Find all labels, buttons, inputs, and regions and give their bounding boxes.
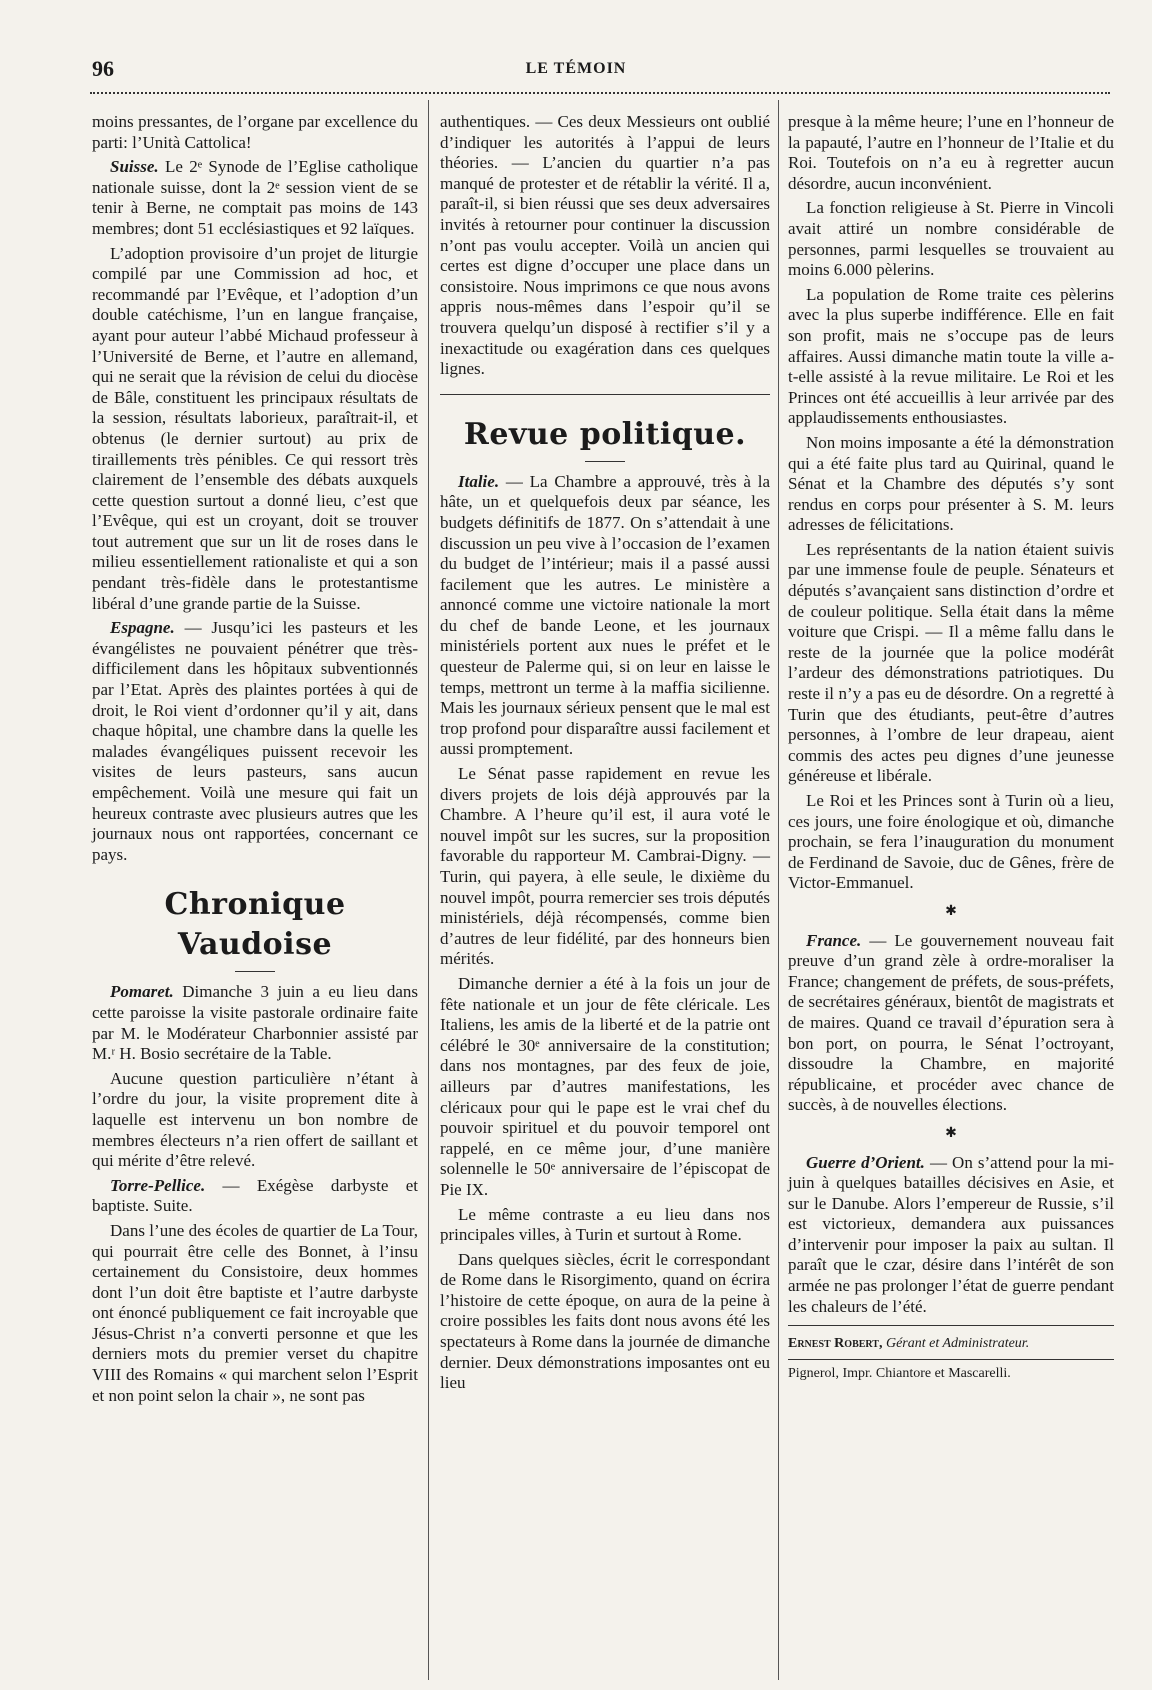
paragraph-espagne <box>92 618 418 865</box>
paragraph: Dimanche dernier a été à la fois un jour de fête nationale et un jour de fête cléricale. Les Italiens, les amis de la liberté et de la patrie ont célébré le 30ᵉ anniversaire de la constitution; dans nos montagnes, par des feux de joie, ailleurs par d’autres manifestations, les cléricaux pour qui le pape est le vrai chef du pouvoir spirituel et du pouvoir temporel ont rappelé, en ce même jour, d’une manière solennelle le 50ᵉ anniversaire de l’épiscopat de Pie IX. <box>440 973 770 1199</box>
paragraph: Aucune question particulière n’étant à l’ordre du jour, la visite proprement dite à laquelle est intervenu un bon nombre de membres électeurs n’a rien offert de saillant et qui mérite d’être relevé. <box>92 1068 418 1171</box>
paragraph-guerre <box>788 1153 1114 1318</box>
column-1 <box>92 112 418 1410</box>
paragraph: Les représentants de la nation étaient suivis par une immense foule de peuple. Sénateurs et députés s’avançaient sans distinction d’ordre et de couleur politique. Sella était dans la même voiture que Crispi. — Il a même fallu dans le reste de la journée que la police modérât l’ardeur des démonstrations patriotiques. Du reste il n’y a pas eu de désordre. On a regretté à Turin que des étudiants, peut-être d’autres personnes, à l’ombre de leur drapeau, aient commis des actes peu dignes d’une jeunesse généreuse et libérale. <box>788 539 1114 786</box>
newspaper-title: LE TÉMOIN <box>525 60 627 77</box>
paragraph: L’adoption provisoire d’un projet de liturgie compilé par une Commission ad hoc, et recommandé par l’Evêque, et l’adoption d’un double catéchisme, l’un en langue française, ayant pour auteur l’abbé Michaud professeur à l’Université de Berne, et l’autre en allemand, qui ne serait que la révision de celui du diocèse de Bâle, constituent les principaux résultats de la session, résultats laborieux, paraîtrait-il, et obtenus (le dernier surtout) au prix de tiraillements très pénibles. Ce qui ressort très clairement de l’ensemble des débats auxquels cette question surtout a donné lieu, c’est que l’Evêque, qui est un croyant, doit se trouver tout autrement que sur un lit de roses dans le milieu essentiellement rationaliste et qui a son pendant très-fidèle dans le protestantisme libéral d’une grande partie de la Suisse. <box>92 243 418 613</box>
paragraph: presque à la même heure; l’une en l’honneur de la papauté, l’autre en l’honneur de l’Italie et du Roi. Toutefois on n’a eu à regretter aucun désordre, aucun inconvénient. <box>788 112 1114 193</box>
paragraph-suisse <box>92 157 418 239</box>
manager-name: Ernest Robert, <box>788 1336 883 1352</box>
section-rule <box>440 394 770 395</box>
section-heading: Chronique Vaudoise <box>164 887 346 963</box>
paragraph-text: — Le gouvernement nouveau fait preuve d’un grand zèle à ordre-moraliser la France; changement de préfets, de sous-préfets, de secrétaires généraux, bientôt de magistrats et de maires. Quand ce travail d’épuration sera à bon port, on pourra, le Sénat l’octroyant, dissoudre la Chambre, en majorité républicaine, et procéder avec chance de succès, à de nouvelles élections. <box>788 930 1115 1115</box>
separator-star: ✱ <box>945 1125 957 1141</box>
page-number: 96 <box>92 56 114 81</box>
heading-dash <box>585 461 625 462</box>
paragraph-text: — Jusqu’ici les pasteurs et les évangélistes ne pouvaient pénétrer que très-difficilement dans les hôpitaux subventionnés par l’Etat. Après des plaintes portées à qui de droit, le Roi vient d’ordonner qu’il y ait, dans chaque hôpital, une chambre dans la quelle les malades évangéliques puissent recevoir les visites de leurs pasteurs, sans aucun empêchement. Voilà une mesure qui fait un heureux contraste avec plusieurs autres que les journaux nous ont rapportées, concernant ce pays. <box>92 618 418 864</box>
imprint-printer: Pignerol, Impr. Chiantore et Mascarelli. <box>788 1365 1011 1381</box>
section-heading: Revue politique. <box>463 416 747 452</box>
section-lead: Guerre d’Orient. <box>806 1152 925 1172</box>
paragraph-text: — La Chambre a approuvé, très à la hâte, un et quelquefois deux par séance, les budgets définitifs de 1877. On s’attendait à une discussion un peu vive à l’occasion de l’examen du budget de l’intérieur; mais il a passé aussi facilement que les autres. Le ministère a annoncé comme une victoire nationale la mort du chef de bande Leone, et les journaux ministériels portent aux nues le préfet et le questeur de Palerme qui, si on leur en laisse le temps, mettront un terme à la maffia sicilienne. Mais les journaux sérieux pensent que le mal est trop profond pour disparaître aussi facilement et aussi promptement. <box>440 471 770 759</box>
section-lead: Pomaret. <box>110 982 174 1002</box>
manager-role: Gérant et Administrateur. <box>885 1336 1030 1352</box>
section-lead: Suisse. <box>110 157 159 177</box>
paragraph-italie <box>440 472 770 760</box>
footer-rule <box>788 1359 1114 1360</box>
paragraph-torre-pellice <box>92 1176 418 1217</box>
paragraph: Dans quelques siècles, écrit le correspondant de Rome dans le Risorgimento, quand on écrira l’histoire de cette époque, on aura de la peine à croire possibles les faits dont nous avons été les spectateurs à Rome dans la journée de dimanche dernier. Deux démonstrations imposantes ont eu lieu <box>440 1249 770 1393</box>
section-lead: Espagne. <box>110 618 175 638</box>
paragraph-france <box>788 931 1114 1116</box>
column-divider-2 <box>778 100 779 1680</box>
column-3 <box>788 112 1114 1388</box>
paragraph-text: Dimanche 3 juin a eu lieu dans cette paroisse la visite pastorale ordinaire faite par M. le Modérateur Charbonnier assisté par M.ʳ H. Bosio secrétaire de la Table. <box>92 982 419 1064</box>
paragraph-pomaret <box>92 982 418 1064</box>
footer-rule <box>788 1325 1114 1326</box>
paragraph: authentiques. — Ces deux Messieurs ont oublié d’indiquer les autorités à l’appui de leurs théories. — L’ancien du quartier n’a pas manqué de protester et de rétablir la vérité. Il a, paraît-il, si bien réussi que ses deux adversaires invités à retourner pour continuer la discussion n’ont pas voulu accepter. Voilà un ancien qui certes est digne d’occuper une place dans un consistoire. Nous imprimons ce que nous avons appris nous-mêmes dans l’espoir qu’il se trouvera quelqu’un disposé à rectifier s’il y a inexactitude ou exagération dans ces quelques lignes. <box>440 112 770 379</box>
paragraph: Le Roi et les Princes sont à Turin où a lieu, ces jours, une foire énologique et où, dimanche prochain, se fera l’inauguration du monument de Ferdinand de Savoie, duc de Gênes, frère de Victor-Emmanuel. <box>788 791 1114 893</box>
column-divider-1 <box>428 100 429 1680</box>
paragraph-text: — On s’attend pour la mi-juin à quelques batailles décisives en Asie, et sur le Danube. Alors l’empereur de Russie, s’il est victorieux, demandera aux puissances d’intervenir pour imposer la paix au sultan. Il paraît que le czar, désire dans l’intérêt de son armée ne pas prolonger l’état de guerre pendant les chaleurs de l’été. <box>788 1152 1114 1316</box>
paragraph: Le Sénat passe rapidement en revue les divers projets de lois déjà approuvés par la Chambre. A l’heure qu’il est, il aura voté le nouvel impôt sur les sucres, sur la proposition favorable du rapporteur M. Cambrai-Digny. — Turin, qui payera, à elle seule, le dixième du nouvel impôt, pourra remercier ses trois députés ministériels, déjà récompensés, comme bien d’autres de leur fidélité, par des honneurs bien mérités. <box>440 764 770 969</box>
section-lead: Italie. <box>458 471 500 491</box>
paragraph-text: Le 2ᵉ Synode de l’Eglise catholique nationale suisse, dont la 2ᵉ session vient de se tenir à Berne, ne comptait pas moins de 143 membres; dont 51 ecclésiastiques et 92 laïques. <box>92 157 419 238</box>
header-rule <box>90 92 1110 94</box>
paragraph: moins pressantes, de l’organe par excellence du parti: l’Unità Cattolica! <box>92 112 418 152</box>
paragraph-text: — Exégèse darbyste et baptiste. Suite. <box>92 1175 418 1216</box>
paragraph: La fonction religieuse à St. Pierre in Vincoli avait attiré un nombre considérable de personnes, parmi lesquelles se trouvaient au moins 6.000 pèlerins. <box>788 198 1114 280</box>
heading-dash <box>235 971 275 972</box>
paragraph: Le même contraste a eu lieu dans nos principales villes, à Turin et surtout à Rome. <box>440 1204 770 1245</box>
paragraph: Dans l’une des écoles de quartier de La Tour, qui pourrait être celle des Bonnet, à l’insu certainement du Consistoire, deux hommes dont l’un doit être baptiste et l’autre darbyste ont énoncé publiquement ce fait incroyable que Jésus-Christ n’a converti personne et que les derniers mots du premier verset du chapitre VIII des Romains « qui marchent selon l’Esprit et non point selon la chair », ne sont pas <box>92 1220 418 1405</box>
paragraph: Non moins imposante a été la démonstration qui a été faite plus tard au Quirinal, quand le Sénat et la Chambre des députés s’y sont rendus en corps pour présenter à S. M. leurs adresses de félicitations. <box>788 432 1114 535</box>
separator-star: ✱ <box>945 903 957 919</box>
paragraph: La population de Rome traite ces pèlerins avec la plus superbe indifférence. Elle en fait son profit, mais ne s’occupe pas de leurs affaires. Aussi dimanche matin toute la ville a-t-elle assisté à la revue militaire. Le Roi et les Princes ont été accueillis à leur arrivée par des applaudissements enthousiastes. <box>788 284 1114 428</box>
section-lead: France. <box>806 930 862 950</box>
section-lead: Torre-Pellice. <box>110 1175 206 1195</box>
imprint-manager <box>788 1334 1114 1355</box>
column-2 <box>440 112 770 1398</box>
